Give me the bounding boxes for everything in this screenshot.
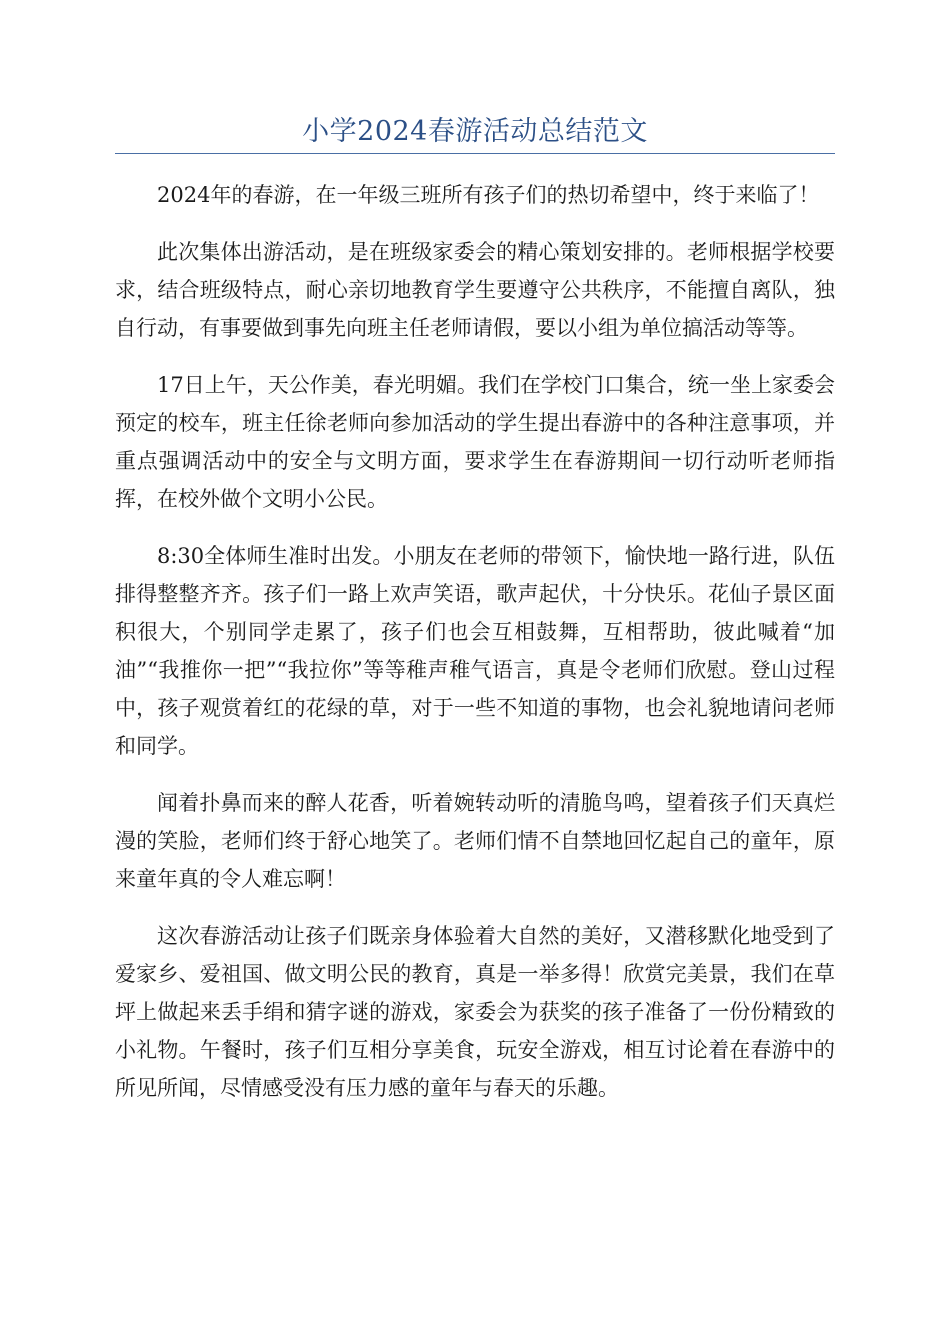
paragraph-5: 闻着扑鼻而来的醉人花香，听着婉转动听的清脆鸟鸣，望着孩子们天真烂漫的笑脸，老师们终于舒心地笑了。老师们情不自禁地回忆起自己的童年，原来童年真的令人难忘啊！: [115, 791, 835, 891]
paragraph-3: 17日上午，天公作美，春光明媚。我们在学校门口集合，统一坐上家委会预定的校车，班主任徐老师向参加活动的学生提出春游中的各种注意事项，并重点强调活动中的安全与文明方面，要求学生在春游期间一切行动听老师指挥，在校外做个文明小公民。: [115, 373, 835, 511]
paragraph-2: 此次集体出游活动，是在班级家委会的精心策划安排的。老师根据学校要求，结合班级特点，耐心亲切地教育学生要遵守公共秩序，不能擅自离队，独自行动，有事要做到事先向班主任老师请假，要以小组为单位搞活动等等。: [115, 240, 835, 340]
paragraph-6: 这次春游活动让孩子们既亲身体验着大自然的美好，又潜移默化地受到了爱家乡、爱祖国、做文明公民的教育，真是一举多得！欣赏完美景，我们在草坪上做起来丢手绢和猜字谜的游戏，家委会为获奖的孩子准备了一份份精致的小礼物。午餐时，孩子们互相分享美食，玩安全游戏，相互讨论着在春游中的所见所闻，尽情感受没有压力感的童年与春天的乐趣。: [115, 924, 835, 1100]
document-title: 小学2024春游活动总结范文: [302, 116, 648, 147]
title-underline: [115, 153, 835, 154]
paragraph-4: 8:30全体师生准时出发。小朋友在老师的带领下，愉快地一路行进，队伍排得整整齐齐。孩子们一路上欢声笑语，歌声起伏，十分快乐。花仙子景区面积很大，个别同学走累了，孩子们也会互相鼓舞，互相帮助，彼此喊着“加油”“我推你一把”“我拉你”等等稚声稚气语言，真是令老师们欣慰。登山过程中，孩子观赏着红的花绿的草，对于一些不知道的事物，也会礼貌地请问老师和同学。: [115, 544, 835, 758]
document-body: [115, 176, 835, 1126]
paragraph-1: 2024年的春游，在一年级三班所有孩子们的热切希望中，终于来临了！: [157, 183, 820, 207]
